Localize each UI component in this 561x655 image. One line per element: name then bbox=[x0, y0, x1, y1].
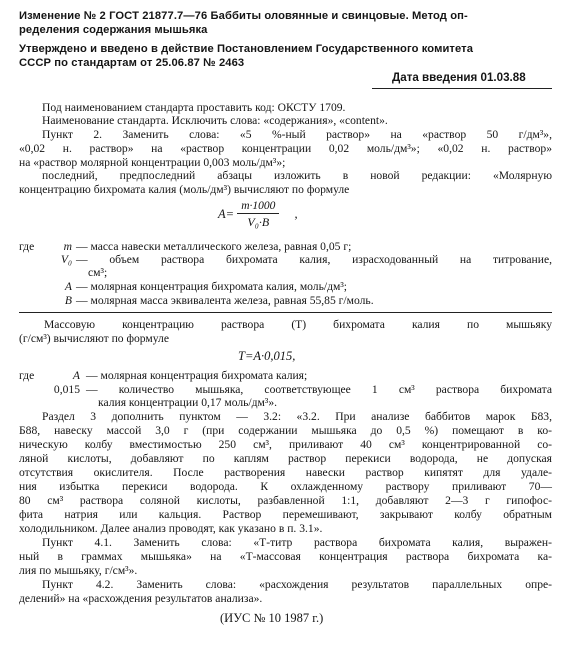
var-m-desc: — масса навески металлического железа, равная 0,05 г; bbox=[76, 240, 352, 253]
text-line: последний, предпоследний абзацы изложить в новой редакции: «Молярную bbox=[42, 169, 552, 182]
text-line: делений» на «расхождения результатов анализа». bbox=[19, 592, 263, 605]
effective-date: Дата введения 01.03.88 bbox=[392, 71, 526, 84]
text-line: лия по мышьяку, г/см³». bbox=[19, 564, 138, 577]
text-line: отсутствия окислителя. После растворения навески раствор кипятят для удале- bbox=[19, 466, 552, 479]
date-underline bbox=[372, 88, 552, 89]
text-line: фита натрия или кальция. Раствор перемешивают, закрывают колбу обратным bbox=[19, 508, 552, 521]
where-label: где bbox=[19, 369, 35, 382]
formula-lhs: A= bbox=[218, 206, 235, 221]
var-v0-desc: — объем раствора бихромата калия, израсходованный на титрование, bbox=[76, 253, 552, 266]
text-line: ния избытка перекиси водорода. К охлажденному раствору приливают 70— bbox=[19, 480, 552, 493]
var-m: m bbox=[63, 240, 72, 253]
where-label: где bbox=[19, 240, 35, 253]
var-b-desc: — молярная масса эквивалента железа, равная 55,85 г/моль. bbox=[76, 294, 374, 307]
formula-numerator: m·1000 bbox=[237, 200, 279, 214]
text-line: холодильником. Далее анализ проводят, как указано в п. 3.1». bbox=[19, 522, 323, 535]
var-b: B bbox=[64, 294, 72, 307]
text-line: Массовую концентрацию раствора (T) бихромата калия по мышьяку bbox=[44, 318, 552, 331]
title-line-1: Изменение № 2 ГОСТ 21877.7—76 Баббиты оловянные и свинцовые. Метод оп- bbox=[19, 10, 468, 22]
text-line: Б88, навеску массой 3,0 г (при содержании мышьяка до 0,5 %) помещают в ко- bbox=[19, 424, 552, 437]
text-line: ляной кислоты, добавляют по каплям раствор перекиси водорода, не допуская bbox=[19, 452, 552, 465]
text-line: на «раствор молярной концентрации 0,003 моль/дм³»; bbox=[19, 156, 286, 169]
var-0015-desc: — количество мышьяка, соответствующее 1 см³ раствора бихромата bbox=[86, 383, 552, 396]
text-line: (г/см³) вычисляют по формуле bbox=[19, 332, 169, 345]
text-line: ническую колбу вместимостью 250 см³, приливают 40 см³ концентрированной со- bbox=[19, 438, 552, 451]
formula-fraction bbox=[237, 200, 279, 230]
approval-line-1: Утверждено и введено в действие Постановлением Государственного комитета bbox=[19, 43, 474, 55]
var-v0-desc-cont: см³; bbox=[88, 266, 108, 279]
approval-line-2: СССР по стандартам от 25.06.87 № 2463 bbox=[19, 57, 245, 69]
text-line: Пункт 2. Заменить слова: «5 %-ный раствор» на «раствор 50 г/дм³», bbox=[42, 128, 552, 141]
footer-source: (ИУС № 10 1987 г.) bbox=[220, 611, 324, 625]
text-line: ный в граммах мышьяка» на «Т-массовая концентрация раствора бихромата ка- bbox=[19, 550, 552, 563]
var-a-desc: — молярная концентрация бихромата калия, моль/дм³; bbox=[76, 280, 348, 293]
approval-note bbox=[19, 42, 551, 70]
text-line: концентрацию бихромата калия (моль/дм³) вычисляют по формуле bbox=[19, 183, 350, 196]
text-line: Пункт 4.2. Заменить слова: «расхождения результатов параллельных опре- bbox=[42, 578, 552, 591]
text-line: «0,02 н. раствор» на «раствор концентрации 0,02 моль/дм³»; «0,02 н. раствор» bbox=[19, 142, 552, 155]
var-a2-desc: — молярная концентрация бихромата калия; bbox=[86, 369, 308, 382]
text-line: Пункт 4.1. Заменить слова: «Т-титр раствора бихромата калия, выражен- bbox=[42, 536, 552, 549]
var-a: A bbox=[64, 280, 72, 293]
formula-denominator: V₀·B bbox=[247, 215, 270, 229]
formula-comma: , bbox=[294, 206, 298, 221]
formula-mass-concentration: T=A·0,015, bbox=[238, 349, 296, 363]
text-line: Под наименованием стандарта проставить код: ОКСТУ 1709. bbox=[42, 101, 346, 114]
title-line-2: ределения содержания мышьяка bbox=[19, 24, 208, 36]
var-a2: A bbox=[72, 369, 80, 382]
var-0015: 0,015 bbox=[53, 383, 80, 396]
text-line: Наименование стандарта. Исключить слова: «содержания», «content». bbox=[42, 114, 388, 127]
text-line: Раздел 3 дополнить пунктом — 3.2: «3.2. При анализе баббитов марок Б83, bbox=[42, 410, 552, 423]
document-title bbox=[19, 9, 551, 37]
divider-line bbox=[19, 312, 552, 313]
var-0015-desc-cont: калия концентрации 0,17 моль/дм³». bbox=[98, 396, 278, 409]
formula-molar-concentration bbox=[218, 200, 298, 230]
text-line: 80 см³ раствора соляной кислоты, разбавленной 1:1, добавляют 2—3 г гипофос- bbox=[19, 494, 552, 507]
var-v0: V₀ bbox=[60, 253, 72, 266]
